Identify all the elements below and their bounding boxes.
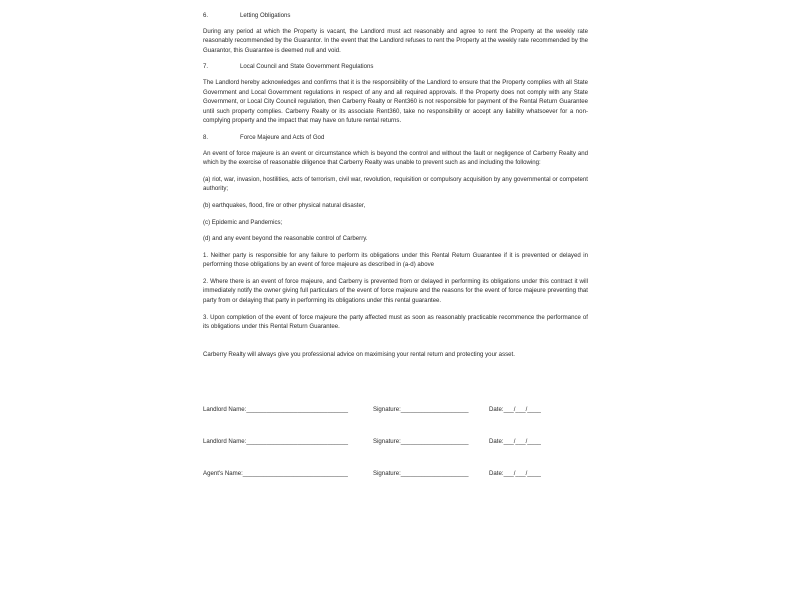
list-item: (b) earthquakes, flood, fire or other physical natural disaster,: [203, 201, 366, 209]
signature-field: Signature:____________________: [373, 438, 469, 446]
section-title: Force Majeure and Acts of God: [240, 133, 325, 141]
section-heading: [203, 133, 588, 143]
name-field: Landlord Name:______________________________: [203, 406, 349, 414]
paragraph: The Landlord hereby acknowledges and confirms that it is the responsibility of the Landlord to ensure that the Property complies with all State Government and Local Government regulations in respect of any and all required approvals. If the Property does not comply with any State Government, or Local City Council regulation, then Carberry Realty or Rent360 is not responsible for payment of the Rental Return Guarantee until such property complies. Carberry Realty or its associate Rent360, take no responsibility or accept any liability whatsoever for a non-complying property and the impact that may have on future rental returns.: [203, 78, 588, 125]
date-field: Date:___/___/____: [489, 469, 541, 477]
name-field: Agent's Name:_______________________________: [203, 469, 348, 477]
section-6: [203, 11, 588, 55]
signature-line-landlord-1: [203, 405, 588, 415]
numbered-clause: 2. Where there is an event of force majeure, and Carberry is prevented from or delayed in performing its obligations under this contract it will immediately notify the owner giving full particulars of the event of force majeure and the reasons for the event of force majeure preventing that party from or delaying that party in performing its obligations under this rental guarantee.: [203, 277, 588, 305]
section-number: 8.: [203, 133, 209, 141]
list-item: (d) and any event beyond the reasonable control of Carberry.: [203, 235, 368, 243]
date-field: Date:___/___/____: [489, 406, 541, 414]
section-heading: [203, 62, 588, 72]
section-title: Local Council and State Government Regulations: [240, 63, 374, 71]
signature-line-agent: [203, 469, 588, 479]
numbered-clause: 3. Upon completion of the event of force majeure the party affected must as soon as reasonably practicable recommence the performance of its obligations under this Rental Return Guarantee.: [203, 313, 588, 331]
paragraph: During any period at which the Property is vacant, the Landlord must act reasonably and agree to rent the Property at the weekly rate reasonably recommended by the Guarantor. In the event that the Landlord refuses to rent the Property at the weekly rate recommended by the Guarantor, this Guarantee is deemed null and void.: [203, 27, 588, 54]
list-item: (c) Epidemic and Pandemics;: [203, 218, 283, 226]
section-7: [203, 62, 588, 126]
signature-field: Signature:____________________: [373, 406, 469, 414]
name-field: Landlord Name:______________________________: [203, 438, 349, 446]
closing-statement: Carberry Realty will always give you professional advice on maximising your rental return and protecting your asset.: [203, 350, 515, 358]
document-page: [203, 8, 588, 500]
signature-line-landlord-2: [203, 437, 588, 447]
section-number: 7.: [203, 63, 209, 71]
paragraph: An event of force majeure is an event or circumstance which is beyond the control and without the fault or negligence of Carberry Realty and which by the exercise of reasonable diligence that Carberry Realty was unable to prevent such as and including the following:: [203, 149, 588, 167]
list-item: (a) riot, war, invasion, hostilities, acts of terrorism, civil war, revolution, requisition or compulsory acquisition by any governmental or competent authority;: [203, 175, 588, 193]
date-field: Date:___/___/____: [489, 438, 541, 446]
section-title: Letting Obligations: [240, 12, 291, 19]
section-8: [203, 133, 588, 332]
signature-field: Signature:____________________: [373, 469, 469, 477]
section-heading: [203, 11, 588, 21]
section-number: 6.: [203, 12, 209, 19]
signature-block: [203, 405, 588, 478]
numbered-clause: 1. Neither party is responsible for any failure to perform its obligations under this Rental Return Guarantee if it is prevented or delayed in performing those obligations by an event of force majeure as described in (a-d) above: [203, 251, 588, 269]
